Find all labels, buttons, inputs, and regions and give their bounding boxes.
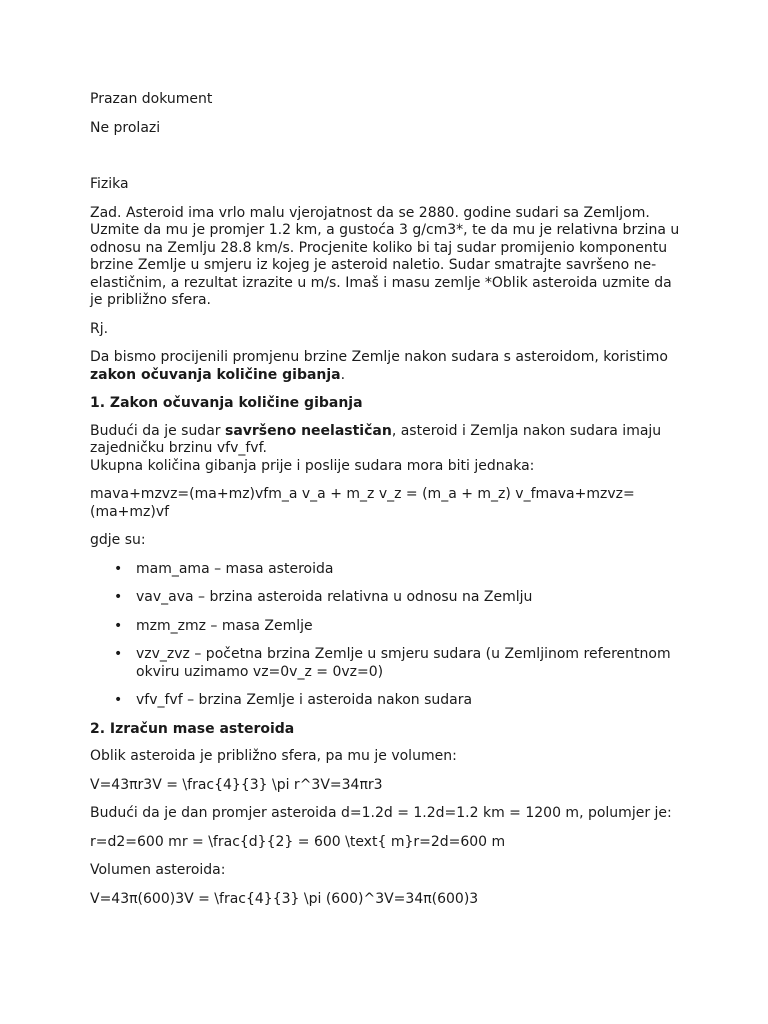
section-1-heading: 1. Zakon očuvanja količine gibanja — [90, 395, 363, 411]
s2-line1: Oblik asteroida je približno sfera, pa mu je volumen: — [90, 748, 457, 764]
document-page — [90, 91, 680, 919]
s1-line2: Ukupna količina gibanja prije i poslije sudara mora biti jednaka: — [90, 457, 535, 474]
list-item: • mam_ama – masa asteroida — [136, 561, 680, 579]
intro-bold: zakon očuvanja količine gibanja — [90, 366, 341, 383]
section-2-heading: 2. Izračun mase asteroida — [90, 720, 295, 737]
s1-bold: savršeno neelastičan — [224, 422, 392, 439]
s1-post: , asteroid i Zemlja nakon sudara imaju zajedničku brzinu vfv_fvf. — [90, 422, 662, 456]
spacer — [90, 148, 680, 176]
list-item: • mzm_zmz – masa Zemlje — [136, 618, 680, 636]
list-item: • vzv_zvz – početna brzina Zemlje u smjeru sudara (u Zemljinom referentnom okviru uzimamo vz=0v_z = 0vz=0) — [136, 646, 680, 681]
intro-paragraph — [90, 349, 680, 384]
equation-momentum: mava+mzvz=(ma+mz)vfm_a v_a + m_z v_z = (m_a + m_z) v_fmava+mzvz=(ma+mz)vf — [90, 486, 635, 520]
s2-line3: Volumen asteroida: — [90, 862, 226, 878]
intro-text: Da bismo procijenili promjenu brzine Zemlje nakon sudara s asteroidom, koristimo — [90, 349, 668, 365]
list-item: • vfv_fvf – brzina Zemlje i asteroida nakon sudara — [136, 692, 680, 710]
doc-title: Prazan dokument — [90, 91, 213, 107]
equation-volume: V=43πr3V = \frac{4}{3} \pi r^3V=34πr3 — [90, 776, 383, 793]
subject-heading: Fizika — [90, 176, 129, 192]
task-text: Zad. Asteroid ima vrlo malu vjerojatnost da se 2880. godine sudari sa Zemljom. Uzmite da mu je promjer 1.2 km, a gustoća 3 g/cm3*, te da mu je relativna brzina u odnosu na Zemlju 28.8 km/s. Procjenite koliko bi taj sudar promijenio komponentu brzine Zemlje u smjeru iz kojeg je asteroid naletio. Sudar smatrajte savršeno ne-elastičnim, a rezultat izrazite u m/s. Imaš i masu zemlje *Oblik asteroida uzmite da je približno sfera. — [90, 204, 680, 308]
variable-list — [90, 561, 680, 710]
s1-pre: Budući da je sudar — [90, 422, 225, 439]
answer-label: Rj. — [90, 320, 109, 337]
where-label: gdje su: — [90, 532, 146, 548]
equation-radius: r=d2=600 mr = \frac{d}{2} = 600 \text{ m}r=2d=600 m — [90, 833, 506, 850]
section-1-paragraph — [90, 423, 680, 476]
s2-line2: Budući da je dan promjer asteroida d=1.2d = 1.2d=1.2 km = 1200 m, polumjer je: — [90, 805, 672, 821]
doc-subtitle: Ne prolazi — [90, 119, 161, 136]
list-item: • vav_ava – brzina asteroida relativna u odnosu na Zemlju — [136, 589, 680, 607]
equation-volume-value: V=43π(600)3V = \frac{4}{3} \pi (600)^3V=34π(600)3 — [90, 890, 479, 907]
intro-end: . — [340, 366, 346, 383]
